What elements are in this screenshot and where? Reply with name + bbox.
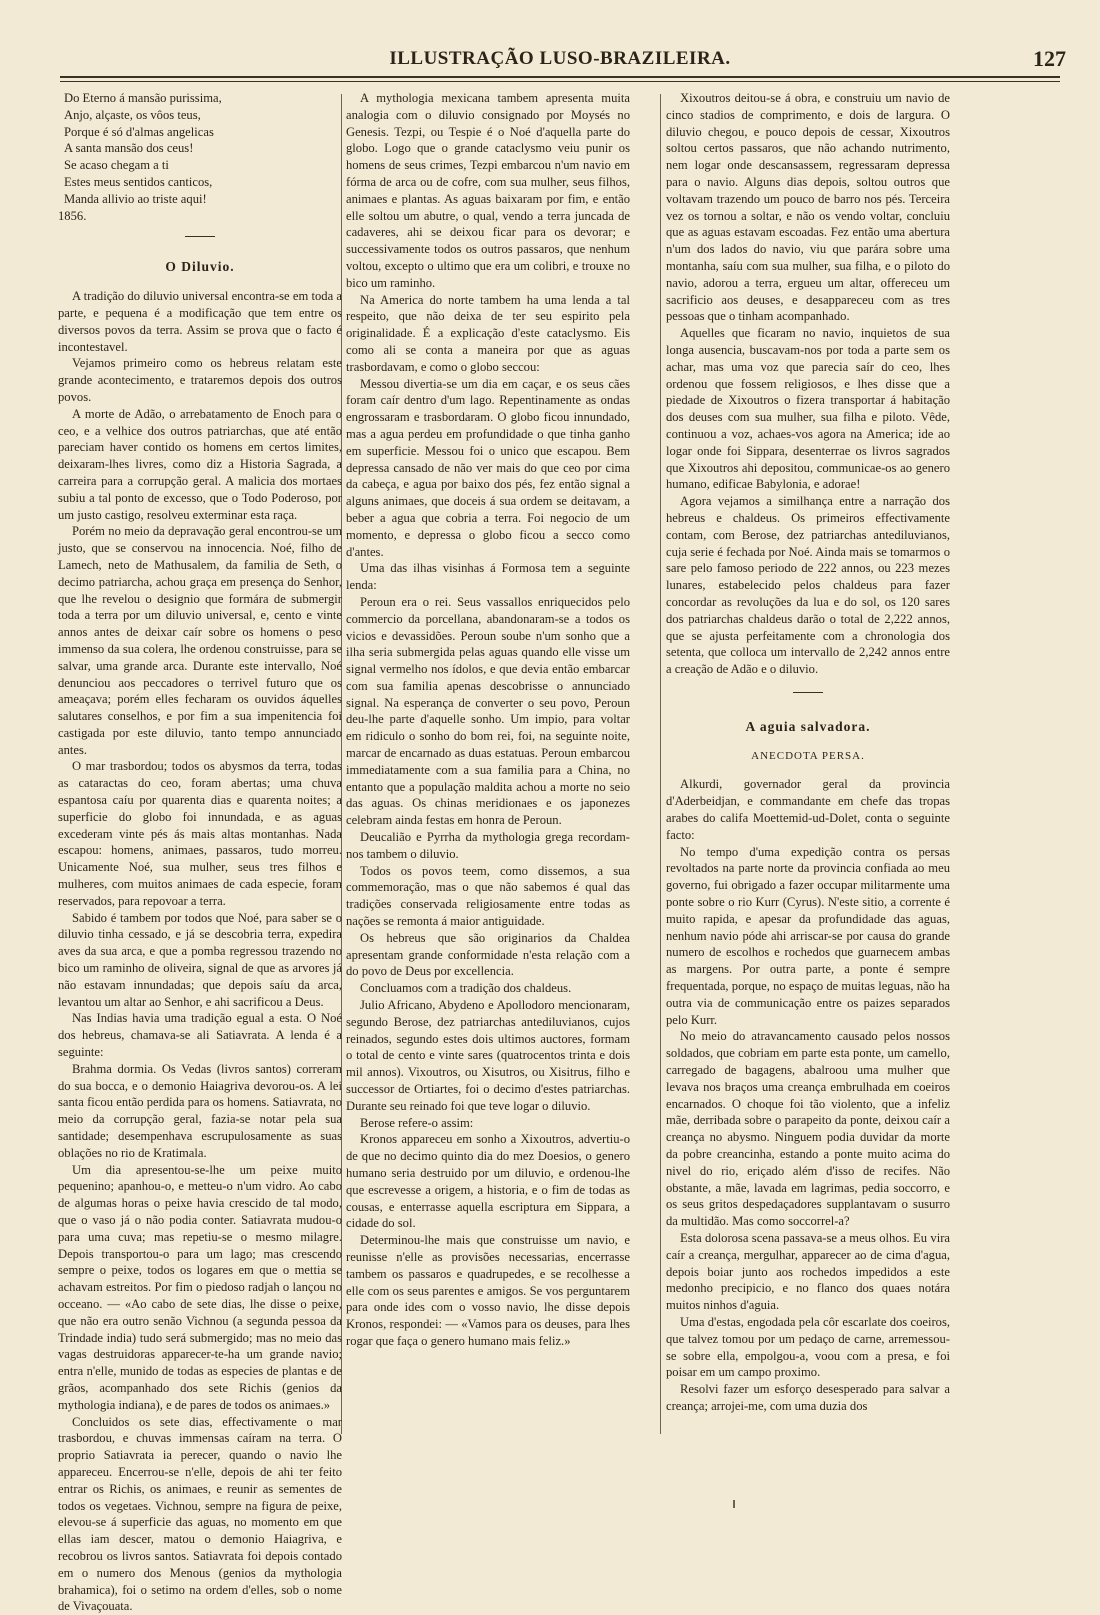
column-3	[666, 90, 950, 1450]
article-paragraph: Porém no meio da depravação geral encontrou-se um justo, que se conservou na innocencia. Noé, filho de Lamech, neto de Mathusalem, da familia de Seth, o decimo patriarcha, achou graça em presença do Senhor, que lhe revelou o designio que formára de submergir toda a terra por um diluvio universal, e, cento e vinte annos antes de deixar caír sobre os homens o peso immenso da sua colera, lhe ordenou construisse, para se salvar, uma grande arca. Durante este intervallo, Noé denunciou aos peccadores o terrivel futuro que os ameaçava; porém elles fecharam os ouvidos áquelles salutares conselhos, e por fim a sua impenitencia foi castigada por este diluvio, tanto tempo annunciado antes.	[58, 524, 342, 757]
poem-line: A santa mansão dos ceus!	[64, 141, 194, 156]
article-paragraph: Peroun era o rei. Seus vassallos enriquecidos pelo commercio da porcellana, abandonaram-se a todos os vicios e devassidões. Peroun soube n'um sonho que a ilha seria submergida pelas aguas quando elle visse um signal vermelho nos ídolos, e que devia então embarcar com sua familia apenas descobrisse o annunciado signal. Na esperança de converter o seu povo, Peroun deu-lhe parte d'aquelle sonho. Um impio, para voltar em ridiculo o sonho do bom rei, foi, na seguinte noite, marcar de encarnado as duas estatuas. Peroun embarcou immediatamente com a sua familia para a China, no entanto que a população maldita achou a morte no seio das aguas. Os chinas meridionaes e os japonezes celebram ainda festas em honra de Peroun.	[346, 594, 630, 828]
publication-title: ILLUSTRAÇÃO LUSO-BRAZILEIRA.	[389, 48, 731, 69]
header-rule	[60, 76, 1060, 82]
article-paragraph: A morte de Adão, o arrebatamento de Enoch para o ceo, e a velhice dos outros patriarchas, que até então pareciam haver contido os homens em certos limites, deixaram-lhes livres, como diz a Historia Sagrada, a carreira para a corrupção geral. A malicia dos mortaes subiu a tal ponto de excesso, que o Todo Poderoso, por um justo castigo, resolveu exterminar esta raça.	[58, 406, 342, 522]
masthead	[60, 44, 1066, 74]
article-paragraph: Deucalião e Pyrrha da mythologia grega recordam-nos tambem o diluvio.	[346, 830, 630, 861]
article-paragraph: Os hebreus que são originarios da Chaldea apresentam grande conformidade n'esta relação com a do povo de Deus por excellencia.	[346, 930, 630, 979]
article-paragraph: Kronos appareceu em sonho a Xixoutros, advertiu-o de que no decimo quinto dia do mez Doesios, o genero humano seria destruido por um diluvio, e ordenou-lhe que escrevesse a origem, a historia, e o fim de todas as cousas, e enterrasse aquella escriptura em Sippara, a cidade do sol.	[346, 1132, 630, 1231]
poem-ending	[58, 90, 342, 224]
page-number: 127	[1033, 46, 1066, 71]
article-paragraph: Berose refere-o assim:	[360, 1115, 474, 1130]
poem-line: Do Eterno á mansão purissima,	[64, 91, 222, 105]
article-paragraph: O mar trasbordou; todos os abysmos da terra, todas as cataractas do ceo, foram abertas; uma chuva espantosa caíu por quarenta dias e quarenta noites; a superficie do globo foi innundada, e as aguas excederam vinte pés ás mais altas montanhas. Nada escapou: homens, animaes, passaros, tudo morreu. Unicamente Noé, sua mulher, seus tres filhos e mulheres, com muitos animaes de cada especie, foram reservados, para repovoar a terra.	[58, 759, 342, 908]
article-paragraph: Um dia apresentou-se-lhe um peixe muito pequenino; apanhou-o, e metteu-o n'um vidro. Ao cabo de algumas horas o peixe havia crescido de tal modo, que o vaso já o não podia conter. Satiavrata mudou-o para uma cuva; mas repetiu-se o mesmo milagre. Depois transportou-o para um lago; mas crescendo sempre o peixe, todos os logares em que o mettia se achavam estreitos. Por fim o piedoso radjah o lançou no occeano. — «Ao cabo de sete dias, lhe disse o peixe, que não era outro senão Vichnou (a segunda pessoa da Trindade india) tudo será submergido; mas no meio das vagas destruidoras apparecer-te-ha um grande navio; entra n'elle, munido de todas as especies de plantas e de grãos, acompanhado dos sete Richis (genios da mythologia indiana), e de pares de todos os animaes.»	[58, 1162, 342, 1412]
section-separator	[793, 692, 823, 693]
article-paragraph: Aquelles que ficaram no navio, inquietos de sua longa ausencia, buscavam-nos por toda a parte sem os achar, mas uma voz que parecia saír do ceo, lhes ordenou que fossem religiosos, e lhes disse que a piedade de Xixoutros o fizera transportar á habitação dos deuses com sua mulher, sua filha e piloto. Vêde, continuou a voz, achaes-vos agora na America; ide ao logar onde foi Sippara, desenterrae os livros sagrados que Xixoutros ahi depositou, communicae-os ao genero humano, edificae Babylonia, e adorae!	[666, 326, 950, 492]
article-paragraph: A mythologia mexicana tambem apresenta muita analogia com o diluvio consignado por Moysés no Genesis. Tezpi, ou Tespie é o Noé d'aquella parte do globo. Logo que o grande cataclysmo veiu punir os homens de seus crimes, Tezpi embarcou n'um navio em fórma de arca ou de cofre, com sua mulher, seus filhos, animaes e plantas. As aguas baixaram por fim, e então elle soltou um abutre, o qual, vendo a terra juncada de cadaveres, ahi se deixou ficar para os devorar; e successivamente todos os outros passaros, que nenhum voltou, excepto o ultimo que era um colibri, e trouxe no bico um raminho.	[346, 91, 630, 290]
article-paragraph: No meio do atravancamento causado pelos nossos soldados, que cobriam em parte esta ponte, um camello, carregado de bagagens, abalroou uma mulher que levava nos braços uma creança embrulhada em coeiros encarnados. O choque foi tão violento, que a infeliz mãe, derribada sobre o parapeito da ponte, deixou caír a creança no abysmo. Ninguem podia duvidar da morte da pobre creancinha, estando a ponte muito acima do nivel do rio, eriçado além d'isso de recifes. Não obstante, a mãe, lavada em lagrimas, pedia soccorro, e os seus gritos despedaçadores supplantavam o susurro da multidão. Mas como soccorrel-a?	[666, 1029, 950, 1229]
article-paragraph: Uma das ilhas visinhas á Formosa tem a seguinte lenda:	[346, 561, 630, 593]
article-subtitle: ANECDOTA PERSA.	[751, 749, 865, 762]
article-paragraph: No tempo d'uma expedição contra os persas revoltados na parte norte da provincia confiada ao meu governo, fui obrigado a fazer occupar militarmente uma ponte sobre o rio Kurr (Cyrus). N'este sitio, a corrente é muito rapida, e apesar da profundidade das aguas, nenhum navio póde ahi arriscar-se por causa do grande numero de escolhos e rochedos que guarnecem ambas as margens. Por outra parte, a ponte é sempre frequentada, porque, no espaço de muitas leguas, não ha outra via de communicação entre os paizes separados pelo Kurr.	[666, 844, 950, 1027]
article-paragraph: A tradição do diluvio universal encontra-se em toda a parte, e pequena é a modificação que tem entre os diversos povos da terra. Assim se prova que o facto é incontestavel.	[58, 289, 342, 354]
poem-date: 1856.	[58, 208, 87, 223]
article-paragraph: Sabido é tambem por todos que Noé, para saber se o diluvio tinha cessado, e já se descobria terra, expedira aves da sua arca, e que a pomba regressou trazendo no bico um raminho de oliveira, signal de que as arvores já não estavam innundadas; que depois saíu da arca, levantou um altar ao Senhor, e ahi sacrificou a Deus.	[58, 910, 342, 1009]
article-paragraph: Todos os povos teem, como dissemos, a sua commemoração, mas o que não sabemos é qual das tradições conservada religiosamente entre todas as nações se remonta á maior antiguidade.	[346, 863, 630, 929]
article-paragraph: Alkurdi, governador geral da provincia d'Aderbeidjan, e commandante em chefe das tropas arabes do califa Moettemid-ud-Dolet, conta o seguinte facto:	[666, 777, 950, 842]
article-paragraph: Esta dolorosa scena passava-se a meus olhos. Eu vira caír a creança, mergulhar, apparecer ao de cima d'agua, depois boiar junto aos rochedos impedidos a este medonho precipicio, e no flanco dos quaes notára muitos ninhos d'aguia.	[666, 1231, 950, 1313]
column-divider	[660, 94, 661, 1434]
article-title-diluvio: O Diluvio.	[165, 259, 235, 275]
section-separator	[185, 236, 215, 237]
poem-line: Se acaso chegam a ti	[64, 158, 169, 173]
article-paragraph: Messou divertia-se um dia em caçar, e os seus cães foram caír dentro d'um lago. Repentinamente as ondas engrossaram e trasbordaram. O globo ficou innundado, mas a agua perdeu em profundidade o que tinha ganho em superficie. Messou foi o unico que escapou. Bem depressa cansado de não ver mais do que ceo por cima da cabeça, e agua por baixo dos pés, fez então signal a alguns animaes, que doceis á sua ordem se deitavam, a beber a agua que cobria a terra. Foi negocio de um momento, e depressa o globo ficou a secco como d'antes.	[346, 376, 630, 559]
article-paragraph: Resolvi fazer um esforço desesperado para salvar a creança; arrojei-me, com uma duzia dos	[666, 1382, 950, 1413]
column-2	[346, 90, 630, 1450]
article-paragraph: Concluidos os sete dias, effectivamente o mar trasbordou, e chuvas immensas caíram na terra. O proprio Satiavrata ia perecer, quando o navio lhe appareceu. Encerrou-se n'elle, depois de ahi ter feito entrar os Richis, os animaes, e reunir as sementes de todos os vegetaes. Vichnou, sempre na figura de peixe, elevou-se á superficie das aguas, no momento em que ellas iam descer, matou o demonio Haiagriva, e recobrou os livros santos. Satiavrata foi depois contado em o numero dos Menous (genios da mythologia brahamica), foi o setimo na ordem d'elles, sob o nome de Vivaçouata.	[58, 1414, 342, 1614]
article-paragraph: Agora vejamos a similhança entre a narração dos hebreus e chaldeus. Os primeiros effectivamente contam, com Berose, dez patriarchas antediluvianos, cuja serie é fechada por Noé. Ainda mais se tomarmos o sare pelo famoso periodo de 222 annos, ou 223 mezes lunares, estabelecido pelos chaldeus para fazer concordar as revoluções da lua e do sol, os 120 sares dos patriarchas chaldeus darão o total de 2,222 annos, que se ajusta perfeitamente com a chronologia dos setenta, que colloca um intervallo de 2,242 annos entre a creação de Adão e o diluvio.	[666, 494, 950, 677]
article-paragraph: Julio Africano, Abydeno e Apollodoro mencionaram, segundo Berose, dez patriarchas antediluvianos, cujos reinados, segundo estes dois ultimos auctores, formam o total de cento e vinte sares (quatrocentos trinta e dois mil annos). Vixoutros, ou Xisutros, ou Xisitrus, filho e successor de Ortiartes, foi o decimo d'estes patriarchas. Durante seu reinado foi que teve logar o diluvio.	[346, 998, 630, 1113]
article-paragraph: Determinou-lhe mais que construisse um navio, e reunisse n'elle as provisões necessarias, encerrasse tambem os passaros e quadrupedes, e se recolhesse a elle com os seus parentes e amigos. Se vos perguntarem para onde ides com o vosso navio, lhe disse depois Kronos, respondei: — «Vamos para os deuses, para lhes rogar que faça o genero humano mais feliz.»	[346, 1233, 630, 1348]
article-paragraph: Uma d'estas, engodada pela côr escarlate dos coeiros, que talvez tomou por um pedaço de carne, arremessou-se sobre ella, empolgou-a, voou com a presa, e foi poisar em um campo proximo.	[666, 1314, 950, 1380]
article-title-aguia: A aguia salvadora.	[745, 718, 871, 734]
poem-line: Manda allivio ao triste aqui!	[64, 191, 207, 206]
column-1	[58, 90, 342, 1614]
article-paragraph: Xixoutros deitou-se á obra, e construiu um navio de cinco stadios de comprimento, e dois de largura. O diluvio chegou, e pouco depois de cessar, Xixoutros soltou certos passaros, que não achando nutrimento, nem logar onde descansassem, regressaram depressa para o navio. Alguns dias depois, soltou outros que voltavam trazendo um pouco de barro nos pés. Terceira vez os tornou a soltar, e não os vendo voltar, concluiu que as aguas estavam escoadas. Fez então uma abertura n'um dos lados do navio, viu que parára sobre uma montanha, saíu com sua mulher, sua filha, e o piloto do navio, adorou a terra, ergueu um altar, offereceu um sacrificio aos deuses, e desappareceu com as tres pessoas que o tinham acompanhado.	[666, 91, 950, 324]
article-paragraph: Na America do norte tambem ha uma lenda a tal respeito, que não deixa de ter seu espirito pela originalidade. É a explicação d'este cataclysmo. Eis como ali se conta a maneira por que as aguas trasbordavam, e como o globo seccou:	[346, 292, 630, 374]
article-paragraph: Vejamos primeiro como os hebreus relatam este grande acontecimento, e trataremos depois dos outros povos.	[58, 356, 342, 404]
article-paragraph: Concluamos com a tradição dos chaldeus.	[360, 981, 572, 996]
poem-line: Porque é só d'almas angelicas	[64, 124, 214, 139]
article-paragraph: Brahma dormia. Os Vedas (livros santos) correram do sua bocca, e o demonio Haiagriva devorou-os. A lei santa ficou então perdida para os homens. Satiavrata, no meio da corrupção geral, fazia-se notar pela sua santidade; desempenhava escrupulosamente as suas oblações no rio de Kratimala.	[58, 1061, 342, 1160]
poem-line: Estes meus sentidos canticos,	[64, 174, 213, 189]
article-paragraph: Nas Indias havia uma tradição egual a esta. O Noé dos hebreus, chamava-se ali Satiavrata. A lenda é a seguinte:	[58, 1011, 342, 1060]
poem-line: Anjo, alçaste, os vôos teus,	[64, 107, 201, 122]
print-mark	[733, 1500, 735, 1508]
